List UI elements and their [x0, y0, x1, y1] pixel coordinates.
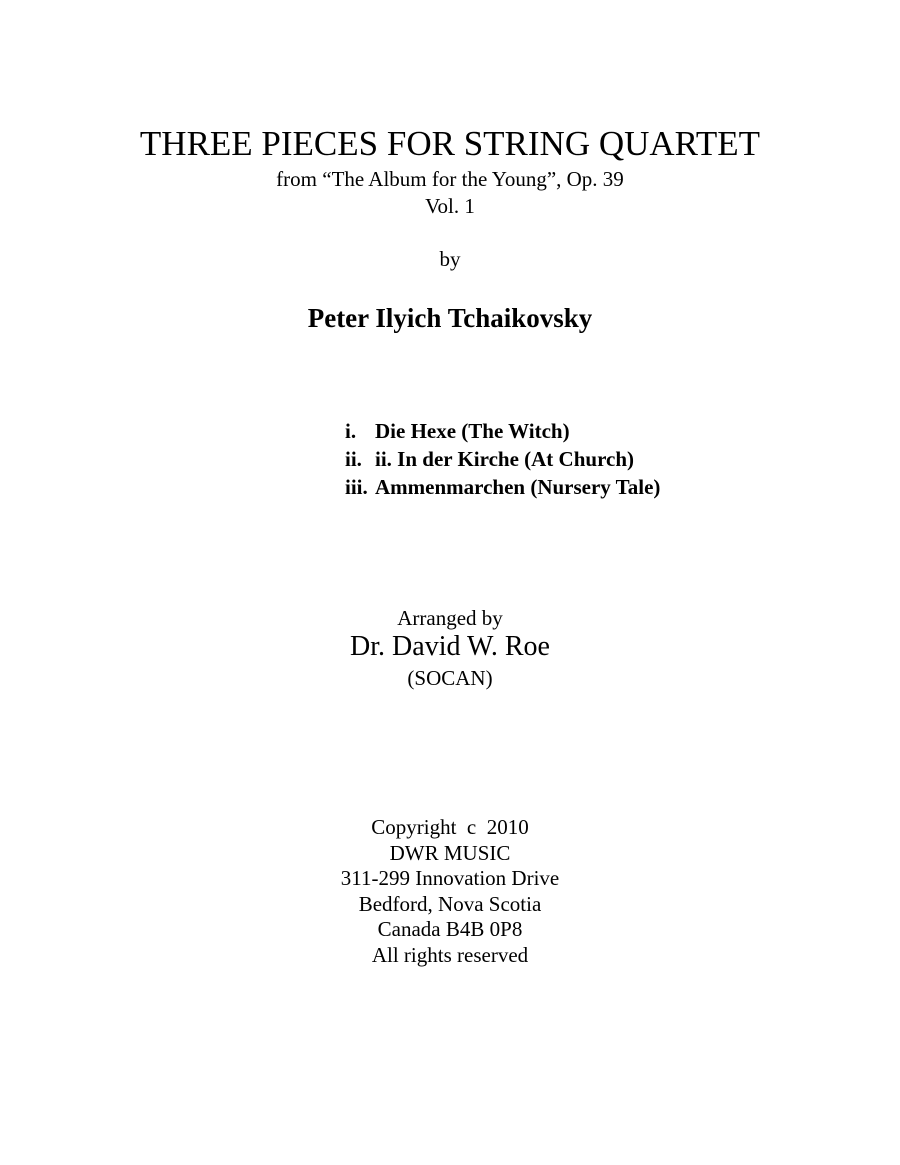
piece-item	[345, 417, 660, 445]
piece-name: Ammenmarchen (Nursery Tale)	[375, 475, 661, 499]
publisher-city: Bedford, Nova Scotia	[358, 891, 542, 916]
piece-numeral: ii.	[345, 447, 362, 471]
by-label: by	[439, 247, 461, 271]
document-subtitle: from “The Album for the Young”, Op. 39	[276, 167, 624, 191]
composer-name: Peter Ilyich Tchaikovsky	[307, 303, 593, 333]
volume-label: Vol. 1	[425, 194, 475, 218]
publisher-name: DWR MUSIC	[389, 840, 511, 865]
copyright-line: Copyright c 2010	[371, 815, 529, 839]
rights-statement: All rights reserved	[371, 942, 529, 967]
arranger-affiliation: (SOCAN)	[407, 666, 493, 690]
copyright-block	[0, 815, 900, 968]
piece-name: ii. In der Kirche (At Church)	[375, 447, 635, 471]
document-title: THREE PIECES FOR STRING QUARTET	[139, 124, 761, 163]
pieces-list	[345, 417, 660, 501]
piece-name: Die Hexe (The Witch)	[375, 419, 570, 443]
publisher-country-postal: Canada B4B 0P8	[377, 917, 523, 941]
piece-numeral: i.	[345, 419, 357, 443]
arranged-by-label: Arranged by	[397, 606, 503, 630]
piece-item	[345, 445, 660, 473]
piece-item	[345, 473, 660, 501]
arranger-name: Dr. David W. Roe	[350, 631, 550, 662]
piece-numeral: iii.	[345, 475, 368, 499]
publisher-street: 311-299 Innovation Drive	[340, 866, 560, 890]
